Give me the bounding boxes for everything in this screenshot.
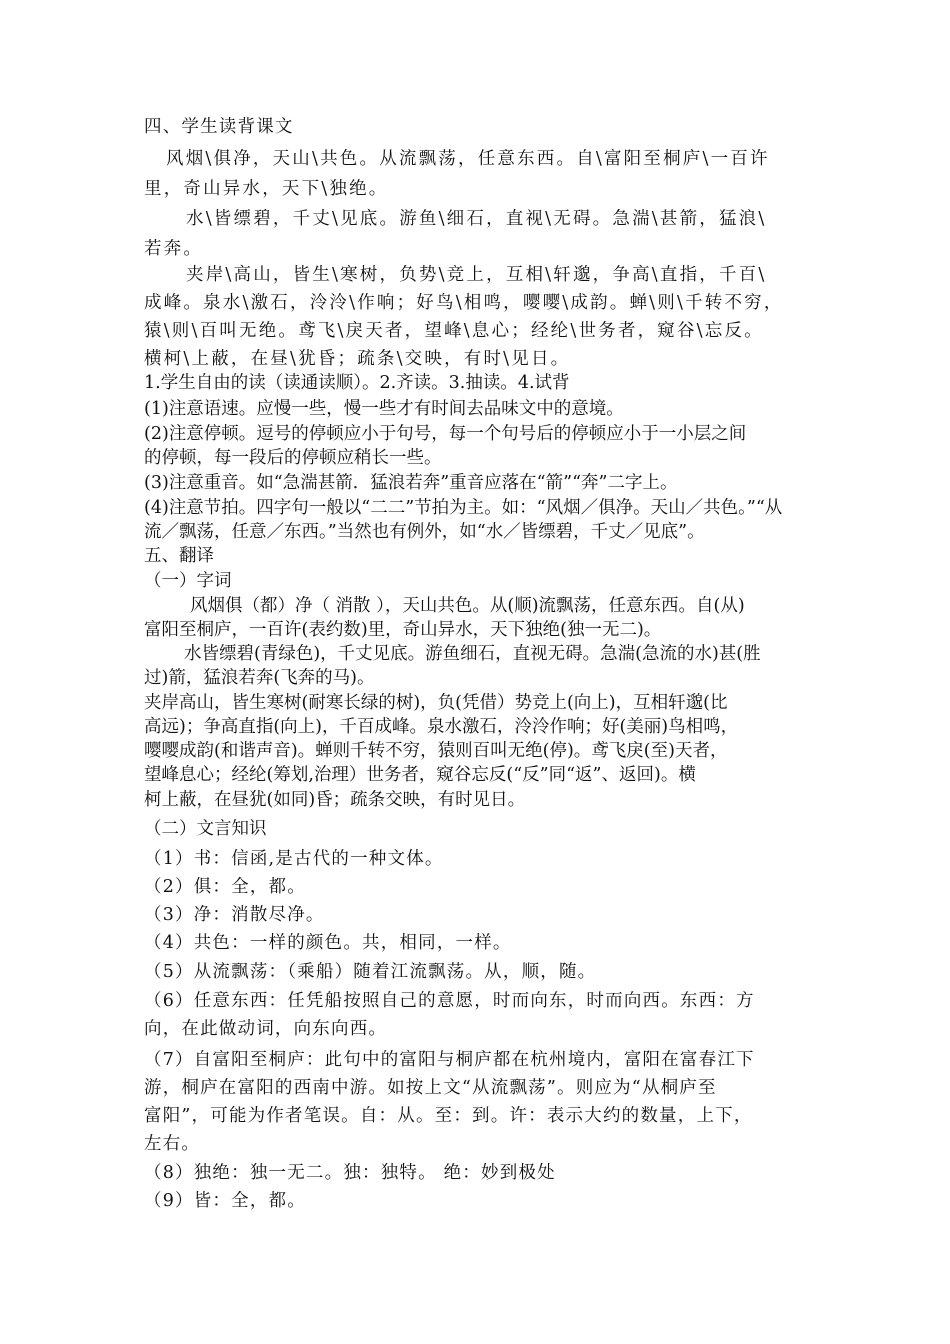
translation-line: 嘤嘤成韵(和谐声音)。蝉则千转不穷，猿则百叫无绝(停)。鸢飞戾(至)天者， [144, 741, 728, 761]
knowledge-item: （4）共色：一样的颜色。共，相同，一样。 [144, 933, 512, 953]
passage-line: 里，奇山异水，天下\独绝。 [144, 179, 389, 199]
knowledge-item: （5）从流飘荡：（乘船）随着江流飘荡。从，顺，随。 [144, 962, 597, 982]
translation-line: 水皆缥碧(青绿色)，千丈见底。游鱼细石，直视无碍。急湍(急流的水)甚(胜 [184, 644, 761, 664]
translation-line: 柯上蔽，在昼犹(如同)昏；疏条交映，有时见日。 [144, 790, 526, 810]
translation-line: 风烟俱（都）净（ 消散 ），天山共色。从(顺)流飘荡，任意东西。自(从) [190, 596, 745, 616]
translation-line: 高远)；争高直指(向上)，千百成峰。泉水激石，泠泠作响；好(美丽)鸟相鸣， [144, 717, 739, 737]
passage-line: 猿\则\百叫无绝。鸢飞\戾天者，望峰\息心；经纶\世务者，窥谷\忘反。 [144, 321, 764, 341]
section-title-4: 四、学生读背课文 [144, 117, 294, 137]
knowledge-item: （9）皆：全，都。 [144, 1191, 306, 1211]
knowledge-item: （6）任意东西：任凭船按照自己的意愿，时而向东，时而向西。东西：方 [144, 991, 755, 1011]
passage-line: 成峰。泉水\激石，泠泠\作响；好鸟\相鸣，嘤嘤\成韵。蝉\则\千转不穷， [144, 293, 784, 313]
knowledge-item: （7）自富阳至桐庐：此句中的富阳与桐庐都在杭州境内，富阳在富春江下 [144, 1050, 755, 1070]
subsection-title: （二）文言知识 [144, 819, 267, 839]
translation-line: 过)箭，猛浪若奔(飞奔的马)。 [144, 668, 375, 688]
knowledge-item: 游，桐庐在富阳的西南中游。如按上文“从流飘荡”。则应为“从桐庐至 [144, 1078, 717, 1098]
knowledge-item: 向，在此做动词，向东向西。 [144, 1019, 388, 1039]
knowledge-item: （3）净：消散尽净。 [144, 905, 325, 925]
knowledge-item: （8）独绝：独一无二。独：独特。 绝：妙到极处 [144, 1163, 556, 1183]
note-item: (3)注意重音。如“急湍甚箭．猛浪若奔”重音应落在“箭”“奔”二字上。 [144, 473, 678, 493]
note-item: (1)注意语速。应慢一些，慢一些才有时间去品味文中的意境。 [144, 399, 624, 419]
knowledge-item: 富阳”，可能为作者笔误。自：从。至：到。许：表示大约的数量，上下， [144, 1106, 753, 1126]
passage-line: 若奔。 [144, 239, 204, 259]
subsection-title: （一）字词 [144, 571, 232, 591]
note-item: 流／飘荡，任意／东西。”当然也有例外，如“水／皆缥碧，千丈／见底”。 [144, 522, 705, 542]
reading-steps: 1.学生自由的读（读通读顺）。2.齐读。3.抽读。4.试背 [144, 373, 570, 393]
passage-line: 横柯\上蔽，在昼\犹昏；疏条\交映，有时\见日。 [144, 349, 571, 369]
translation-line: 夹岸高山，皆生寒树(耐寒长绿的树)，负(凭借）势竞上(向上)，互相轩邈(比 [144, 693, 728, 713]
translation-line: 富阳至桐庐，一百许(表约数)里，奇山异水，天下独绝(独一无二)。 [144, 620, 662, 640]
passage-line: 夹岸\高山，皆生\寒树，负势\竞上，互相\轩邈，争高\直指，千百\ [186, 265, 767, 285]
note-item: 的停顿，每一段后的停顿应稍长一些。 [144, 448, 442, 468]
knowledge-item: （1）书：信函,是古代的一种文体。 [144, 849, 444, 869]
knowledge-item: （2）俱：全，都。 [144, 877, 306, 897]
note-item: (2)注意停顿。逗号的停顿应小于句号，每一个句号后的停顿应小于一小层之间 [144, 424, 747, 444]
translation-line: 望峰息心；经纶(筹划,治理）世务者，窥谷忘反(“反”同“返”、返回)。横 [144, 765, 696, 785]
passage-line: 水\皆缥碧，千丈\见底。游鱼\细石，直视\无碍。急湍\甚箭，猛浪\ [186, 209, 767, 229]
note-item: (4)注意节拍。四字句一般以“二二”节拍为主。如：“风烟／俱净。天山／共色。”“从 [144, 498, 783, 518]
knowledge-item: 左右。 [144, 1134, 201, 1154]
passage-line: 风烟\俱净，天山\共色。从流飘荡，任意东西。自\富阳至桐庐\一百许 [166, 149, 770, 169]
section-title-5: 五、翻译 [144, 546, 214, 566]
